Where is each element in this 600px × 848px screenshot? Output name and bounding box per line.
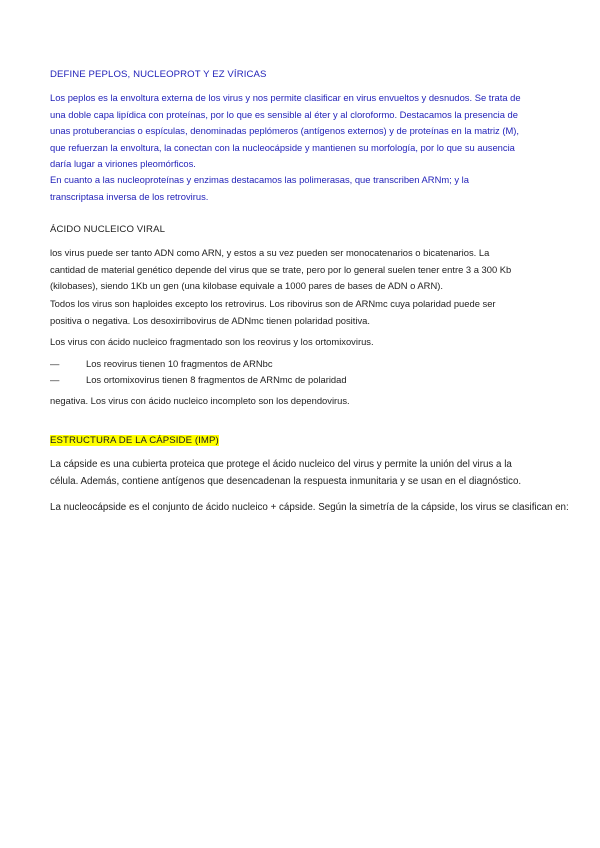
- bullet-text: Los ortomixovirus tienen 8 fragmentos de ARNmc de polaridad: [86, 374, 347, 385]
- paragraph-acido-nucleico-1: los virus puede ser tanto ADN como ARN, y estos a su vez pueden ser monocatenarios o bicatenarios. La cantidad de material genético depende del virus que se trate, pero por lo general suelen tener entre 3 a 300 Kb (kilobases), siendo 1Kb un gen (una kilobase equivale a 1000 pares de bases de ADN o ARN).: [50, 247, 512, 291]
- paragraph-acido-nucleico-3: Los virus con ácido nucleico fragmentado son los reovirus y los ortomixovirus.: [50, 336, 374, 347]
- section-title-capside: [50, 433, 219, 450]
- section-title-acido-nucleico: ÁCIDO NUCLEICO VIRAL: [50, 224, 166, 235]
- list-item: [50, 356, 530, 373]
- paragraph-capside-1: La cápside es una cubierta proteica que protege el ácido nucleico del virus y permite la unión del virus a la célula. Además, contiene antígenos que desencadenan la respuesta inmunitaria y se usan en el diagnóstico.: [50, 459, 522, 487]
- paragraph-capside-2: La nucleocápside es el conjunto de ácido nucleico + cápside. Según la simetría de la cápside, los virus se clasifican en:: [50, 502, 569, 513]
- bullet-dash: —: [50, 374, 60, 385]
- paragraph-acido-nucleico-2: Todos los virus son haploides excepto los retrovirus. Los ribovirus son de ARNmc cuya polaridad puede ser positiva o negativa. Los desoxirribovirus de ADNmc tienen polaridad positiva.: [50, 298, 496, 326]
- paragraph-acido-nucleico-4: negativa. Los virus con ácido nucleico incompleto son los dependovirus.: [50, 395, 350, 406]
- paragraph-nucleoproteinas: En cuanto a las nucleoproteínas y enzimas destacamos las polimerasas, que transcriben ARNm; y la transcriptasa inversa de los retrovirus.: [50, 174, 469, 202]
- highlighted-title: ESTRUCTURA DE LA CÁPSIDE (IMP): [50, 435, 219, 446]
- list-item: [50, 372, 530, 389]
- bullet-text: Los reovirus tienen 10 fragmentos de ARNbc: [86, 358, 273, 369]
- bullet-dash: —: [50, 358, 60, 369]
- paragraph-peplos: Los peplos es la envoltura externa de los virus y nos permite clasificar en virus envueltos y desnudos. Se trata de una doble capa lipídica con proteínas, por lo que es sensible al éter y al cloroformo. Destacamos la presencia de unas protuberancias o espículas, denominadas peplómeros (antígenos externos) y de proteínas en la matriz (M), que refuerzan la envoltura, la conectan con la nucleocápside y mantienen su morfología, por lo que su ausencia daría lugar a viriones pleomórficos.: [50, 92, 521, 169]
- section-title-peplos: DEFINE PEPLOS, NUCLEOPROT Y EZ VÍRICAS: [50, 69, 267, 80]
